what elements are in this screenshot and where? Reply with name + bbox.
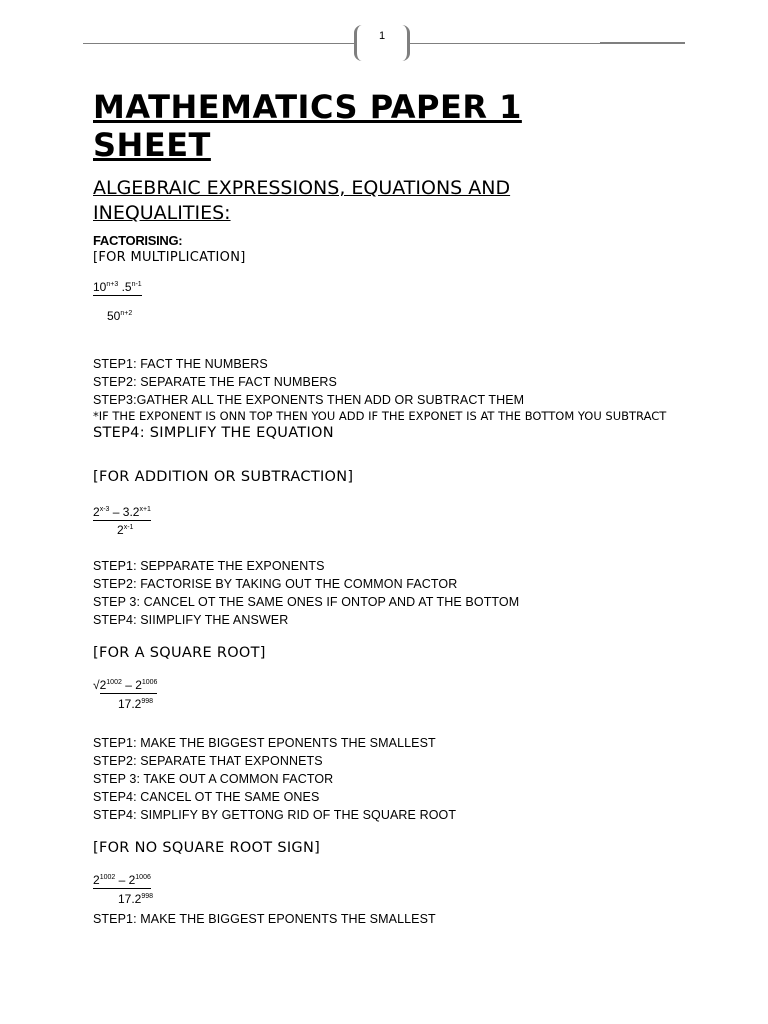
square-root-heading: [FOR A SQUARE ROOT]: [93, 645, 266, 661]
addition-subtraction-heading: [FOR ADDITION OR SUBTRACTION]: [93, 469, 354, 485]
section-heading: [93, 176, 693, 226]
root-sign: √: [93, 678, 100, 692]
step-item: STEP4: SIIMPLIFY THE ANSWER: [93, 613, 289, 627]
document-title: [93, 88, 693, 164]
subtitle-line-2: INEQUALITIES:: [93, 202, 231, 224]
header-rule-left: [83, 43, 355, 44]
addition-steps: [93, 557, 693, 629]
square-root-fraction: [93, 678, 157, 694]
step-item: STEP1: FACT THE NUMBERS: [93, 357, 268, 371]
fraction-numerator: $10^{n+3}$ .5$^{n-1}$: [93, 280, 142, 294]
addition-fraction: [93, 505, 151, 521]
step-note: *IF THE EXPONENT IS ONN TOP THEN YOU ADD IF THE EXPONET IS AT THE BOTTOM YOU SUBTRACT: [93, 409, 667, 423]
no-square-root-fraction: [93, 873, 151, 889]
multiplication-heading: [FOR MULTIPLICATION]: [93, 250, 246, 265]
header-rule-accent: [600, 42, 685, 44]
step-item: STEP2: FACTORISE BY TAKING OUT THE COMMON FACTOR: [93, 577, 458, 591]
step-item: STEP4: SIMPLIFY THE EQUATION: [93, 425, 334, 441]
step-item: STEP 3: TAKE OUT A COMMON FACTOR: [93, 772, 334, 786]
multiplication-fraction: [93, 280, 142, 296]
fraction-denominator: 17.2$^{998}$: [118, 697, 154, 711]
page-header: [0, 0, 768, 70]
step-item: STEP2: SEPARATE THE FACT NUMBERS: [93, 375, 337, 389]
no-square-root-heading: [FOR NO SQUARE ROOT SIGN]: [93, 840, 321, 856]
multiplication-steps: [93, 355, 693, 441]
no-square-root-steps: [93, 910, 693, 928]
fraction-numerator: $2^{1002} - 2^{1006}$: [99, 678, 158, 692]
step-item: STEP1: MAKE THE BIGGEST EPONENTS THE SMALLEST: [93, 736, 436, 750]
page-number: 1: [378, 30, 386, 42]
step-item: STEP1: SEPPARATE THE EXPONENTS: [93, 559, 325, 573]
title-line-2: SHEET: [93, 126, 211, 164]
title-line-1: MATHEMATICS PAPER 1: [93, 88, 522, 126]
square-root-steps: [93, 734, 693, 824]
step-item: STEP1: MAKE THE BIGGEST EPONENTS THE SMALLEST: [93, 912, 436, 926]
step-item: STEP3:GATHER ALL THE EXPONENTS THEN ADD OR SUBTRACT THEM: [93, 393, 525, 407]
fraction-numerator: $2^{1002} - 2^{1006}$: [93, 873, 151, 887]
step-item: STEP4: SIMPLIFY BY GETTONG RID OF THE SQUARE ROOT: [93, 808, 457, 822]
fraction-denominator: 2$^{x-1}$: [117, 523, 134, 537]
document-body: [93, 88, 693, 265]
fraction-numerator: $2^{x-3} - 3.2^{x+1}$: [93, 505, 151, 519]
step-item: STEP2: SEPARATE THAT EXPONNETS: [93, 754, 323, 768]
fraction-denominator: $50^{n+2}$: [107, 309, 133, 323]
step-item: STEP4: CANCEL OT THE SAME ONES: [93, 790, 320, 804]
step-item: STEP 3: CANCEL OT THE SAME ONES IF ONTOP AND AT THE BOTTOM: [93, 595, 520, 609]
fraction-denominator: 17.2$^{998}$: [118, 892, 154, 906]
subtitle-line-1: ALGEBRAIC EXPRESSIONS, EQUATIONS AND: [93, 177, 511, 199]
factorising-label: FACTORISING:: [93, 233, 183, 248]
